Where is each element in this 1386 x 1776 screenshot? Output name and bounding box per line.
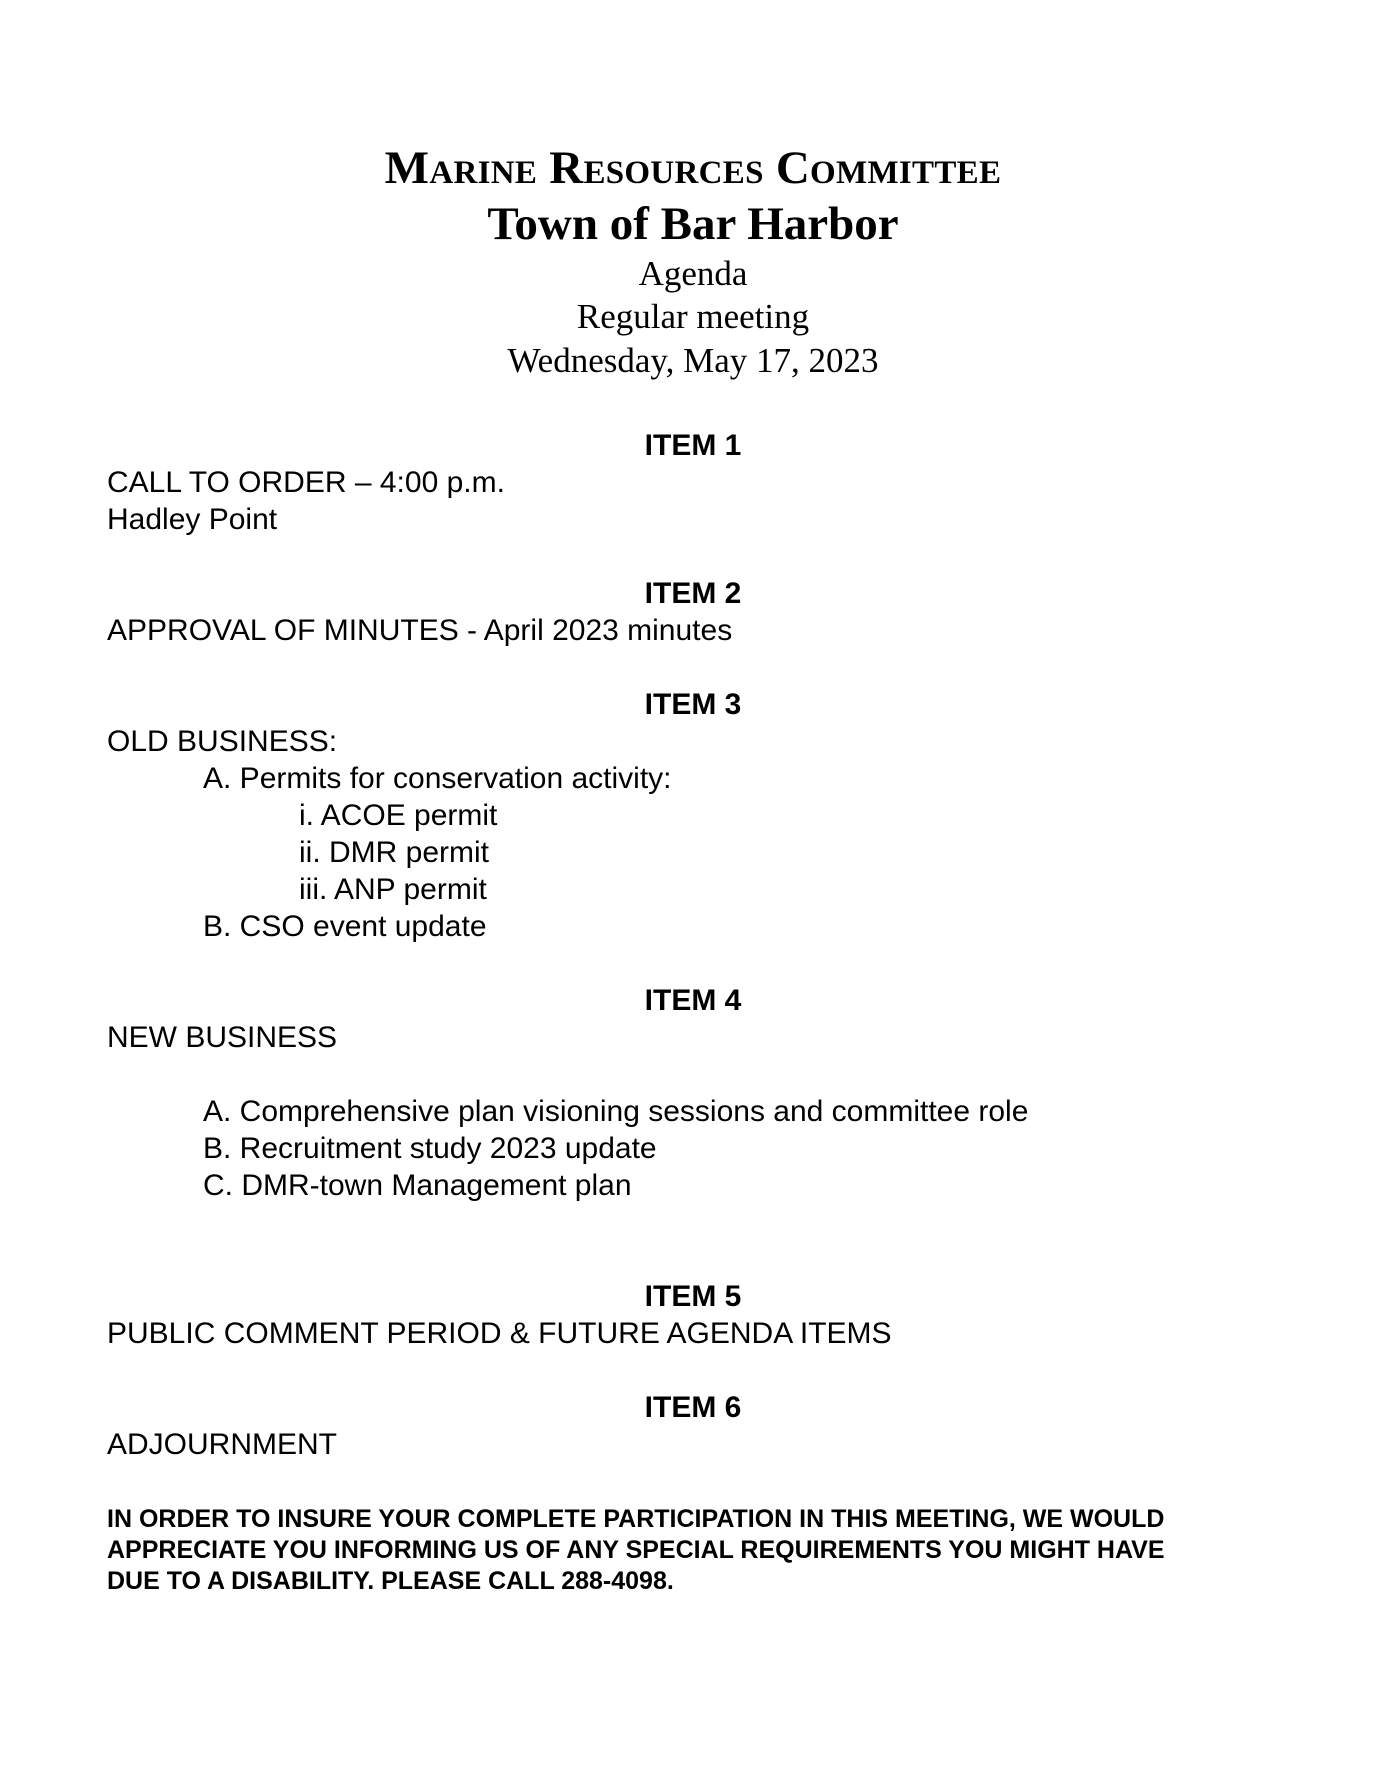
- item-5-heading: ITEM 5: [644, 1280, 742, 1313]
- document-type: Agenda: [638, 254, 748, 293]
- item-3-subitem-a-iii: iii. ANP permit: [299, 873, 487, 906]
- item-4-subitem-a: A. Comprehensive plan visioning sessions and committee role: [203, 1095, 1029, 1128]
- item-4-subitem-b: B. Recruitment study 2023 update: [203, 1132, 657, 1165]
- item-1-location: Hadley Point: [107, 503, 278, 536]
- item-4-heading: ITEM 4: [644, 984, 742, 1017]
- item-3-heading: ITEM 3: [644, 688, 742, 721]
- item-3-subitem-b: B. CSO event update: [203, 910, 487, 943]
- notice-line-1: IN ORDER TO INSURE YOUR COMPLETE PARTICIPATION IN THIS MEETING, WE WOULD: [107, 1505, 1165, 1533]
- item-3-subitem-a-i: i. ACOE permit: [299, 799, 498, 832]
- item-3-subitem-a-ii: ii. DMR permit: [299, 836, 490, 869]
- item-1-title: CALL TO ORDER – 4:00 p.m.: [107, 466, 505, 499]
- item-6-title: ADJOURNMENT: [107, 1428, 337, 1461]
- item-3-title: OLD BUSINESS:: [107, 725, 338, 758]
- meeting-type: Regular meeting: [576, 297, 810, 336]
- item-6-heading: ITEM 6: [644, 1391, 742, 1424]
- accessibility-notice: [107, 1504, 1307, 1597]
- item-4-subitem-c: C. DMR-town Management plan: [203, 1169, 632, 1202]
- town-subtitle: Town of Bar Harbor: [487, 198, 899, 250]
- meeting-date: Wednesday, May 17, 2023: [507, 341, 879, 380]
- item-4-title: NEW BUSINESS: [107, 1021, 338, 1054]
- notice-line-3: DUE TO A DISABILITY. PLEASE CALL 288-4098.: [107, 1567, 674, 1595]
- item-2-title: APPROVAL OF MINUTES - April 2023 minutes: [107, 614, 733, 647]
- item-5-title: PUBLIC COMMENT PERIOD & FUTURE AGENDA ITEMS: [107, 1317, 892, 1350]
- item-2-heading: ITEM 2: [644, 577, 742, 610]
- item-1-heading: ITEM 1: [644, 429, 742, 462]
- committee-title: Marine Resources Committee: [384, 142, 1002, 194]
- notice-line-2: APPRECIATE YOU INFORMING US OF ANY SPECIAL REQUIREMENTS YOU MIGHT HAVE: [107, 1536, 1165, 1564]
- item-3-subitem-a: A. Permits for conservation activity:: [203, 762, 672, 795]
